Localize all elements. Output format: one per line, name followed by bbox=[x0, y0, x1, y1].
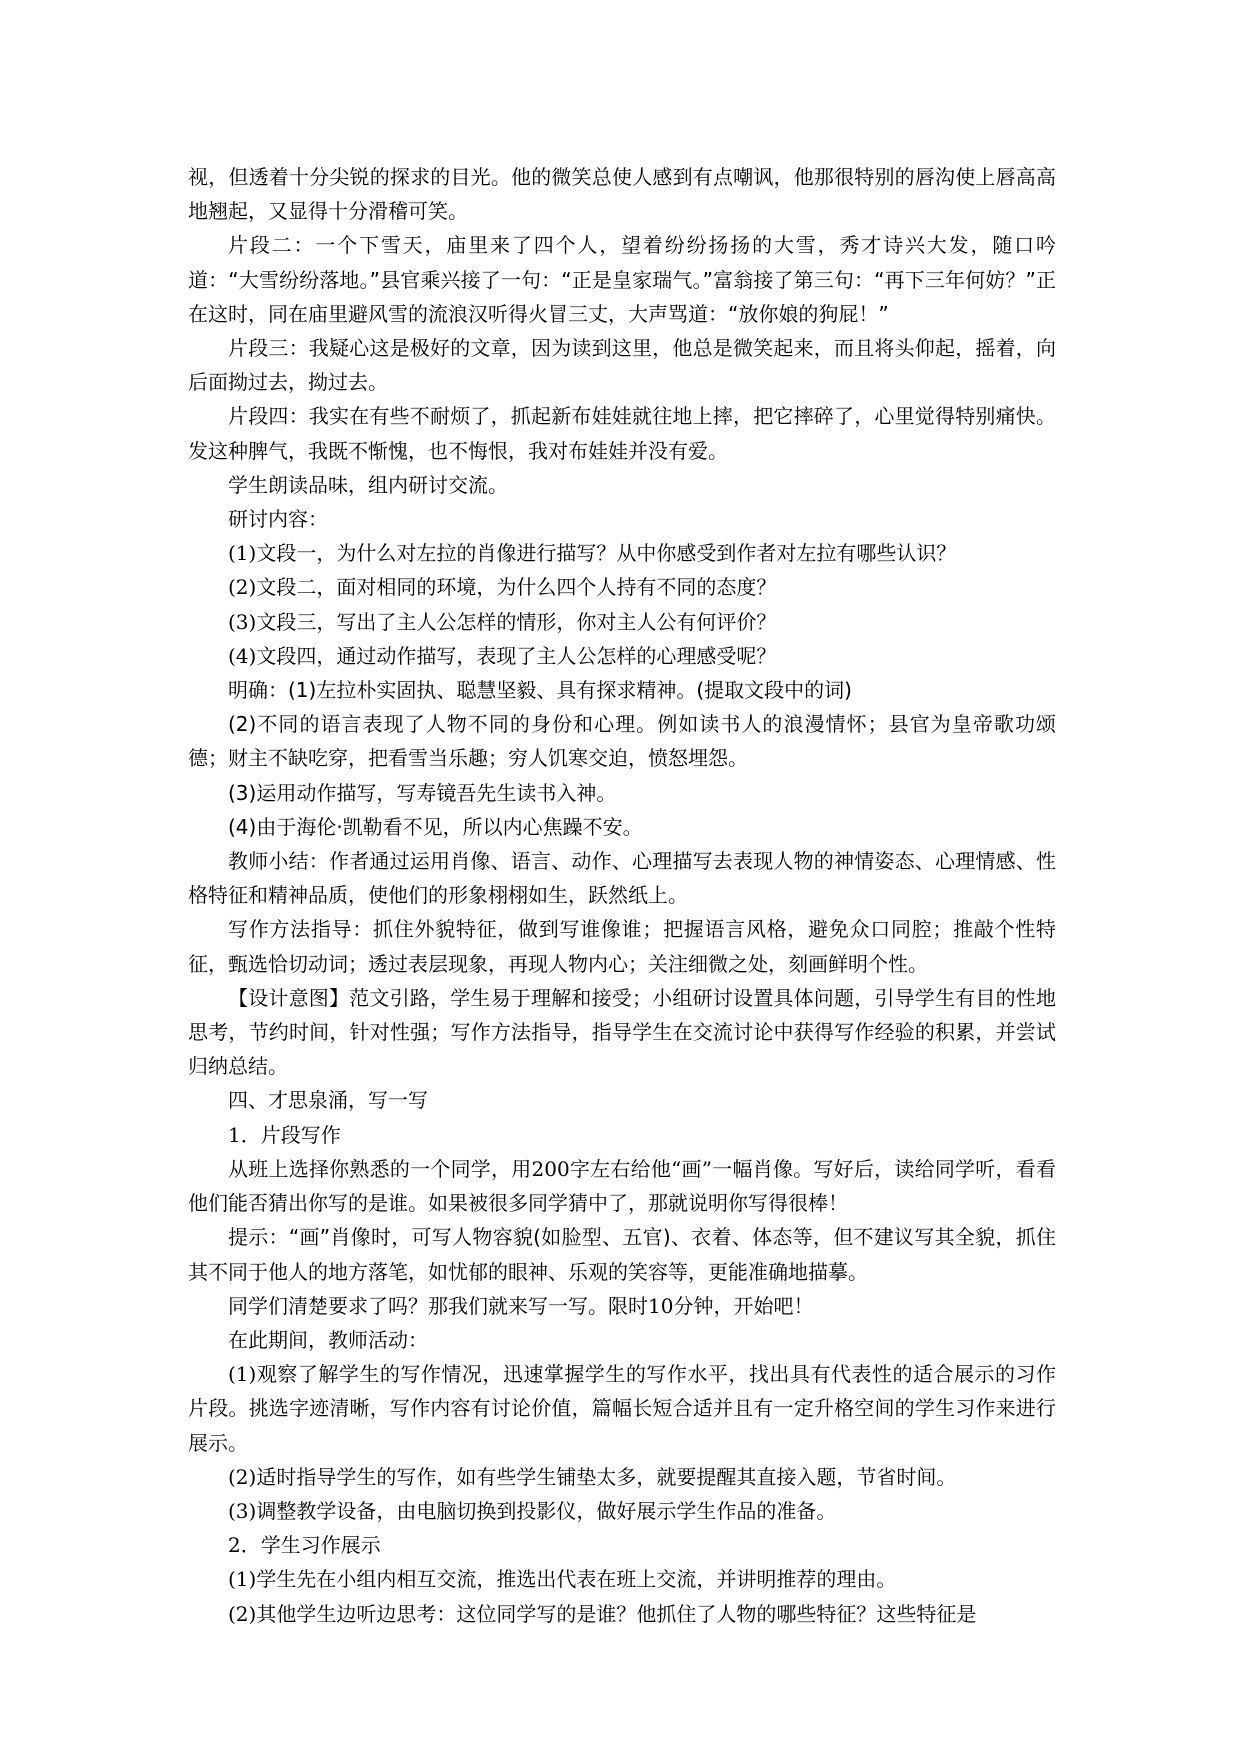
subheading-fragment-writing: 1．片段写作 bbox=[228, 1122, 341, 1147]
paragraph-activity-3: (3)调整教学设备，由电脑切换到投影仪，做好展示学生作品的准备。 bbox=[228, 1498, 837, 1523]
paragraph-design-intent: 【设计意图】范文引路，学生易于理解和接受；小组研讨设置具体问题，引导学生有目的性地思考，节约时间，针对性强；写作方法指导，指导学生在交流讨论中获得写作经验的积累，并尝试归纳总结。 bbox=[188, 985, 1056, 1079]
subheading-student-showcase: 2．学生习作展示 bbox=[228, 1533, 381, 1558]
paragraph-activity-2: (2)适时指导学生的写作，如有些学生铺垫太多，就要提醒其直接入题，节省时间。 bbox=[228, 1464, 957, 1489]
paragraph-discussion-heading: 研讨内容： bbox=[228, 507, 328, 532]
paragraph-showcase-2: (2)其他学生边听边思考：这位同学写的是谁？他抓住了人物的哪些特征？这些特征是 bbox=[228, 1601, 977, 1626]
paragraph-excerpt-4: 片段四：我实在有些不耐烦了，抓起新布娃娃就往地上摔，把它摔碎了，心里觉得特别痛快。发这种脾气，我既不惭愧，也不悔恨，我对布娃娃并没有爱。 bbox=[188, 404, 1056, 463]
paragraph-teacher-activity: 在此期间，教师活动： bbox=[228, 1327, 428, 1352]
paragraph-answer-4: (4)由于海伦·凯勒看不见，所以内心焦躁不安。 bbox=[228, 814, 643, 839]
document-page bbox=[188, 160, 1056, 1631]
paragraph-student-reading: 学生朗读品味，组内研讨交流。 bbox=[228, 472, 508, 497]
paragraph-question-4: (4)文段四，通过动作描写，表现了主人公怎样的心理感受呢？ bbox=[228, 643, 777, 668]
paragraph-answer-3: (3)运用动作描写，写寿镜吾先生读书入神。 bbox=[228, 780, 617, 805]
paragraph-teacher-summary: 教师小结：作者通过运用肖像、语言、动作、心理描写去表现人物的神情姿态、心理情感、性格特征和精神品质，使他们的形象栩栩如生，跃然纸上。 bbox=[188, 849, 1056, 908]
paragraph-answer-2: (2)不同的语言表现了人物不同的身份和心理。例如读书人的浪漫情怀；县官为皇帝歌功颂德；财主不缺吃穿，把看雪当乐趣；穷人饥寒交迫，愤怒埋怨。 bbox=[188, 712, 1056, 771]
paragraph-question-2: (2)文段二，面对相同的环境，为什么四个人持有不同的态度？ bbox=[228, 575, 777, 600]
paragraph-time-limit: 同学们清楚要求了吗？那我们就来写一写。限时10分钟，开始吧！ bbox=[228, 1293, 814, 1318]
paragraph-writing-method: 写作方法指导：抓住外貌特征，做到写谁像谁；把握语言风格，避免众口同腔；推敲个性特征，甄选恰切动词；透过表层现象，再现人物内心；关注细微之处，刻画鲜明个性。 bbox=[188, 917, 1056, 976]
paragraph-excerpt-2: 片段二：一个下雪天，庙里来了四个人，望着纷纷扬扬的大雪，秀才诗兴大发，随口吟道：“大雪纷纷落地。”县官乘兴接了一句：“正是皇家瑞气。”富翁接了第三句：“再下三年何妨？”正在这时，同在庙里避风雪的流浪汉听得火冒三丈，大声骂道：“放你娘的狗屁！” bbox=[188, 233, 1056, 326]
section-heading-4: 四、才思泉涌，写一写 bbox=[228, 1088, 428, 1113]
paragraph-hint: 提示：“画”肖像时，可写人物容貌(如脸型、五官)、衣着、体态等，但不建议写其全貌，抓住其不同于他人的地方落笔，如忧郁的眼神、乐观的笑容等，更能准确地描摹。 bbox=[188, 1225, 1056, 1284]
paragraph-continuation: 视，但透着十分尖锐的探求的目光。他的微笑总使人感到有点嘲讽，他那很特别的唇沟使上唇高高地翘起，又显得十分滑稽可笑。 bbox=[188, 165, 1056, 224]
paragraph-excerpt-3: 片段三：我疑心这是极好的文章，因为读到这里，他总是微笑起来，而且将头仰起，摇着，向后面拗过去，拗过去。 bbox=[188, 336, 1056, 395]
paragraph-question-1: (1)文段一，为什么对左拉的肖像进行描写？从中你感受到作者对左拉有哪些认识？ bbox=[228, 541, 957, 566]
paragraph-showcase-1: (1)学生先在小组内相互交流，推选出代表在班上交流，并讲明推荐的理由。 bbox=[228, 1567, 897, 1592]
paragraph-activity-1: (1)观察了解学生的写作情况，迅速掌握学生的写作水平，找出具有代表性的适合展示的习作片段。挑选字迹清晰，写作内容有讨论价值，篇幅长短合适并且有一定升格空间的学生习作来进行展示。 bbox=[188, 1362, 1056, 1455]
paragraph-question-3: (3)文段三，写出了主人公怎样的情形，你对主人公有何评价？ bbox=[228, 609, 777, 634]
paragraph-task: 从班上选择你熟悉的一个同学，用200字左右给他“画”一幅肖像。写好后，读给同学听，看看他们能否猜出你写的是谁。如果被很多同学猜中了，那就说明你写得很棒！ bbox=[188, 1156, 1056, 1216]
paragraph-answer-1: 明确：(1)左拉朴实固执、聪慧坚毅、具有探求精神。(提取文段中的词) bbox=[228, 678, 852, 703]
